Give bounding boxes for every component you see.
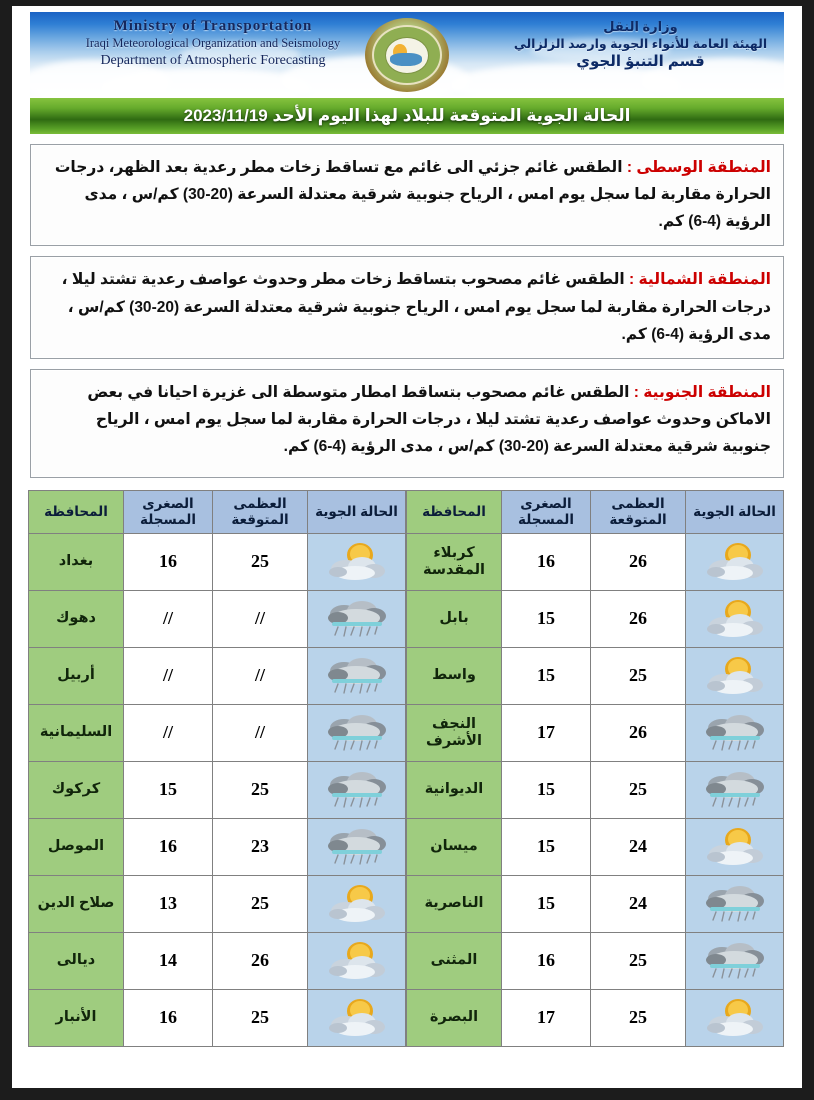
- table-header-row: [407, 490, 784, 533]
- cell-min-temperature: 17: [502, 989, 591, 1046]
- cell-governorate-name: كركوك: [29, 761, 124, 818]
- cell-min-temperature: 14: [124, 932, 213, 989]
- cell-max-temperature: //: [213, 590, 308, 647]
- cell-governorate-name: صلاح الدين: [29, 875, 124, 932]
- sun-behind-cloud-icon: [686, 989, 784, 1046]
- table-row: [29, 875, 406, 932]
- header-min-recorded: الصغرى المسجلة: [124, 490, 213, 533]
- document-page: [12, 6, 802, 1088]
- table-header-row: [29, 490, 406, 533]
- forecast-box-northern: [30, 256, 784, 358]
- page-footer-space: [12, 1047, 802, 1087]
- cell-min-temperature: 16: [502, 533, 591, 590]
- table-row: [407, 704, 784, 761]
- cell-max-temperature: 25: [591, 932, 686, 989]
- cell-max-temperature: 25: [591, 647, 686, 704]
- imos-seal-logo: [365, 18, 449, 92]
- cell-min-temperature: 15: [502, 761, 591, 818]
- cell-max-temperature: 25: [213, 761, 308, 818]
- header-governorate: المحافظة: [29, 490, 124, 533]
- weather-table-left: [406, 490, 784, 1047]
- forecast-text-southern: [43, 379, 771, 460]
- cell-max-temperature: 25: [213, 533, 308, 590]
- cell-min-temperature: 15: [502, 590, 591, 647]
- cell-min-temperature: 16: [502, 932, 591, 989]
- cell-min-temperature: 16: [124, 533, 213, 590]
- weather-table-right: [28, 490, 406, 1047]
- thunderstorm-cloud-icon: [308, 704, 406, 761]
- forecast-date: 2023/11/19: [183, 106, 268, 125]
- banner-arabic-text: [513, 18, 768, 73]
- cell-max-temperature: 23: [213, 818, 308, 875]
- thunderstorm-cloud-icon: [308, 818, 406, 875]
- page-title: [184, 106, 631, 126]
- organization-name-en: Iraqi Meteorological Organization and Seismology: [85, 36, 341, 50]
- thunderstorm-cloud-icon: [308, 647, 406, 704]
- forecast-box-southern: [30, 369, 784, 478]
- table-row: [407, 875, 784, 932]
- region-separator-northern: :: [624, 271, 639, 289]
- forecast-sections: [30, 144, 784, 478]
- table-row: [29, 533, 406, 590]
- cell-min-temperature: //: [124, 704, 213, 761]
- table-body-left: [407, 533, 784, 1046]
- sun-behind-cloud-icon: [308, 533, 406, 590]
- sun-behind-cloud-icon: [308, 989, 406, 1046]
- region-separator-southern: :: [629, 383, 644, 401]
- cell-min-temperature: //: [124, 590, 213, 647]
- header-min-recorded: الصغرى المسجلة: [502, 490, 591, 533]
- cell-governorate-name: السليمانية: [29, 704, 124, 761]
- sun-behind-cloud-icon: [686, 647, 784, 704]
- thunderstorm-cloud-icon: [686, 761, 784, 818]
- cell-min-temperature: 13: [124, 875, 213, 932]
- cell-max-temperature: 26: [213, 932, 308, 989]
- department-name-ar: قسم التنبؤ الجوي: [576, 53, 705, 71]
- cell-max-temperature: 25: [591, 761, 686, 818]
- table-row: [407, 818, 784, 875]
- region-separator-central: :: [622, 159, 637, 176]
- cell-governorate-name: الموصل: [29, 818, 124, 875]
- table-body-right: [29, 533, 406, 1046]
- cell-max-temperature: 25: [213, 875, 308, 932]
- table-row: [407, 761, 784, 818]
- cell-governorate-name: الديوانية: [407, 761, 502, 818]
- cell-max-temperature: 26: [591, 590, 686, 647]
- cell-max-temperature: 25: [591, 989, 686, 1046]
- department-name-en: Department of Atmospheric Forecasting: [100, 53, 326, 68]
- cell-max-temperature: 24: [591, 818, 686, 875]
- sun-behind-cloud-icon: [686, 590, 784, 647]
- thunderstorm-cloud-icon: [308, 761, 406, 818]
- cell-governorate-name: البصرة: [407, 989, 502, 1046]
- cell-governorate-name: ديالى: [29, 932, 124, 989]
- cell-governorate-name: ميسان: [407, 818, 502, 875]
- cell-governorate-name: الناصرية: [407, 875, 502, 932]
- cell-max-temperature: 25: [213, 989, 308, 1046]
- table-row: [29, 647, 406, 704]
- cell-governorate-name: دهوك: [29, 590, 124, 647]
- cell-max-temperature: 26: [591, 533, 686, 590]
- cell-governorate-name: بغداد: [29, 533, 124, 590]
- cell-min-temperature: 16: [124, 989, 213, 1046]
- page-title-bar: [30, 98, 784, 134]
- region-label-northern: المنطقة الشمالية: [638, 271, 771, 289]
- region-label-central: المنطقة الوسطى: [636, 159, 771, 176]
- table-row: [29, 761, 406, 818]
- logo-inner-disc: [385, 37, 429, 74]
- cell-min-temperature: 15: [124, 761, 213, 818]
- cell-max-temperature: //: [213, 647, 308, 704]
- cell-min-temperature: //: [124, 647, 213, 704]
- forecast-text-northern: [43, 266, 771, 347]
- header-governorate: المحافظة: [407, 490, 502, 533]
- ministry-name-ar: وزارة النقل: [603, 19, 678, 34]
- ministry-name-en: Ministry of Transportation: [113, 18, 313, 34]
- header-weather-state: الحالة الجوية: [686, 490, 784, 533]
- cell-governorate-name: كربلاء المقدسة: [407, 533, 502, 590]
- forecast-text-central: [43, 154, 771, 235]
- header-weather-state: الحالة الجوية: [308, 490, 406, 533]
- cell-min-temperature: 16: [124, 818, 213, 875]
- cell-governorate-name: واسط: [407, 647, 502, 704]
- thunderstorm-cloud-icon: [308, 590, 406, 647]
- header-banner: [30, 12, 784, 98]
- table-row: [29, 704, 406, 761]
- thunderstorm-cloud-icon: [686, 704, 784, 761]
- cell-governorate-name: النجف الأشرف: [407, 704, 502, 761]
- cell-min-temperature: 15: [502, 647, 591, 704]
- sun-behind-cloud-icon: [686, 533, 784, 590]
- cell-governorate-name: الأنبار: [29, 989, 124, 1046]
- cell-min-temperature: 17: [502, 704, 591, 761]
- page-title-text: الحالة الجوية المتوقعة للبلاد لهذا اليوم الأحد: [272, 106, 631, 125]
- cell-governorate-name: أربيل: [29, 647, 124, 704]
- logo-cloud-icon: [390, 53, 422, 66]
- table-row: [407, 932, 784, 989]
- weather-tables: [30, 490, 784, 1047]
- banner-english-text: [48, 18, 378, 69]
- header-max-expected: العظمى المتوقعة: [591, 490, 686, 533]
- cell-max-temperature: //: [213, 704, 308, 761]
- organization-name-ar: الهيئة العامة للأنواء الجوية وارصد الزلزالي: [513, 36, 768, 51]
- table-row: [407, 533, 784, 590]
- thunderstorm-cloud-icon: [686, 932, 784, 989]
- header-max-expected: العظمى المتوقعة: [213, 490, 308, 533]
- region-label-southern: المنطقة الجنوبية: [643, 383, 771, 401]
- forecast-body-southern: الطقس غائم مصحوب بتساقط امطار متوسطة الى غزيرة احيانا في بعض الاماكن وحدوث عواصف رعدية تشتد ليلا ، درجات الحرارة مقاربة لما سجل يوم امس ، الرياح جنوبية شرقية معتدلة السرعة (20-30) كم/س ، مدى الرؤية (4-6) كم.: [87, 383, 771, 455]
- table-row: [29, 590, 406, 647]
- cell-max-temperature: 26: [591, 704, 686, 761]
- table-row: [407, 647, 784, 704]
- forecast-body-northern: الطقس غائم مصحوب بتساقط زخات مطر وحدوث عواصف رعدية تشتد ليلا ، درجات الحرارة مقاربة لما سجل يوم امس ، الرياح جنوبية شرقية معتدلة السرعة (20-30) كم/س ، مدى الرؤية (4-6) كم.: [61, 271, 771, 343]
- cell-max-temperature: 24: [591, 875, 686, 932]
- cell-min-temperature: 15: [502, 818, 591, 875]
- forecast-box-central: [30, 144, 784, 246]
- cell-min-temperature: 15: [502, 875, 591, 932]
- table-row: [29, 989, 406, 1046]
- cell-governorate-name: المثنى: [407, 932, 502, 989]
- table-row: [407, 989, 784, 1046]
- table-row: [29, 818, 406, 875]
- cell-governorate-name: بابل: [407, 590, 502, 647]
- thunderstorm-cloud-icon: [686, 875, 784, 932]
- sun-behind-cloud-icon: [308, 875, 406, 932]
- forecast-body-central: الطقس غائم جزئي الى غائم مع تساقط زخات مطر رعدية بعد الظهر، درجات الحرارة مقاربة لما سجل يوم امس ، الرياح جنوبية شرقية معتدلة السرعة (20-30) كم/س ، مدى الرؤية (4-6) كم.: [54, 159, 771, 231]
- sun-behind-cloud-icon: [308, 932, 406, 989]
- table-row: [29, 932, 406, 989]
- sun-behind-cloud-icon: [686, 818, 784, 875]
- table-row: [407, 590, 784, 647]
